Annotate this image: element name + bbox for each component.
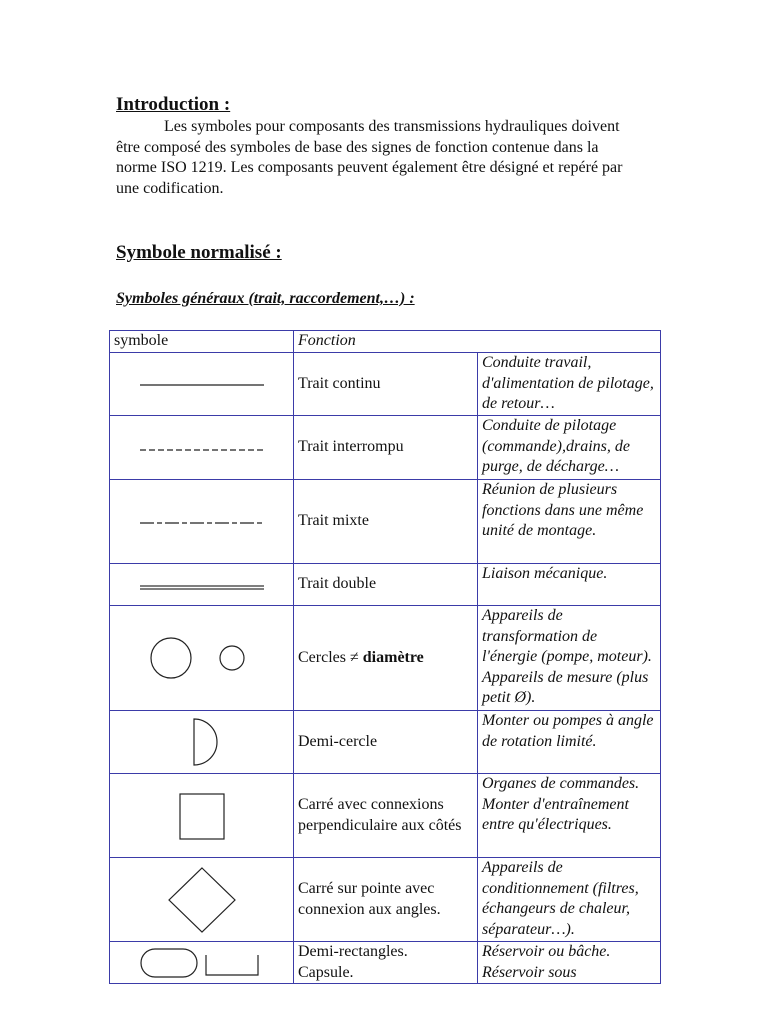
table-header-row: [110, 331, 661, 353]
function-name: Trait continu: [294, 353, 478, 416]
dashed-line-icon: [110, 443, 293, 453]
function-name: [294, 942, 478, 984]
circles-icon: [110, 633, 293, 683]
symbol-cell: [110, 353, 294, 416]
function-description: Réunion de plusieurs fonctions dans une même unité de montage.: [478, 480, 661, 564]
table-row: [110, 480, 661, 564]
function-name-line: Demi-rectangles.: [298, 943, 408, 960]
function-name-prefix: Cercles ≠: [298, 648, 363, 666]
symbol-cell: [110, 942, 294, 984]
table-row: [110, 416, 661, 480]
symbol-cell: [110, 711, 294, 774]
symbol-cell: [110, 480, 294, 564]
symboles-generaux-subheading: Symboles généraux (trait, raccordement,…) :: [116, 290, 415, 307]
symbol-cell: [110, 606, 294, 711]
description-line: Réservoir ou bâche.: [482, 943, 611, 960]
table-row: [110, 942, 661, 984]
table-row: [110, 606, 661, 711]
symbol-cell: [110, 564, 294, 606]
description-line: Organes de commandes.: [482, 775, 640, 792]
function-description: Appareils de conditionnement (filtres, échangeurs de chaleur, séparateur…).: [478, 858, 661, 942]
description-line: Réservoir sous: [482, 963, 577, 981]
symbols-table: [109, 330, 661, 984]
function-name: Trait double: [294, 564, 478, 606]
half-circle-icon: [110, 716, 293, 768]
symbol-cell: [110, 774, 294, 858]
function-name-bold: diamètre: [362, 648, 424, 666]
function-description: Liaison mécanique.: [478, 564, 661, 606]
diamond-icon: [110, 866, 293, 934]
function-name: Carré sur pointe avec connexion aux angles.: [294, 858, 478, 942]
function-description: Monter ou pompes à angle de rotation limité.: [478, 711, 661, 774]
function-name: Demi-cercle: [294, 711, 478, 774]
function-description: [478, 942, 661, 984]
double-line-icon: [110, 578, 293, 592]
description-line: Monter d'entraînement entre qu'électriques.: [482, 795, 629, 833]
square-icon: [110, 791, 293, 841]
introduction-paragraph: [116, 117, 636, 199]
function-description: Conduite travail, d'alimentation de pilotage, de retour…: [478, 353, 661, 416]
table-row: [110, 353, 661, 416]
function-name: Trait interrompu: [294, 416, 478, 480]
symbol-cell: [110, 858, 294, 942]
capsule-and-half-rectangle-icon: [110, 945, 293, 981]
function-name: Trait mixte: [294, 480, 478, 564]
symbol-cell: [110, 416, 294, 480]
introduction-text: Les symboles pour composants des transmissions hydrauliques doivent être composé des symboles de base des signes de fonction contenue dans la norme ISO 1219. Les composants peuvent également être désigné et repéré par une codification.: [116, 118, 623, 197]
function-name-line: Capsule.: [298, 963, 354, 981]
introduction-heading: Introduction :: [116, 94, 231, 115]
table-row: [110, 858, 661, 942]
dash-dot-line-icon: [110, 517, 293, 527]
header-function: Fonction: [294, 331, 661, 353]
table-row: [110, 711, 661, 774]
table-row: [110, 774, 661, 858]
solid-line-icon: [110, 379, 293, 389]
table-row: [110, 564, 661, 606]
function-description: [478, 774, 661, 858]
function-description: Conduite de pilotage (commande),drains, de purge, de décharge…: [478, 416, 661, 480]
function-name: Carré avec connexions perpendiculaire aux côtés: [294, 774, 478, 858]
function-name: [294, 606, 478, 711]
header-symbol: symbole: [110, 331, 294, 353]
function-description: Appareils de transformation de l'énergie (pompe, moteur). Appareils de mesure (plus petit Ø).: [478, 606, 661, 711]
symbole-normalise-heading: Symbole normalisé :: [116, 242, 282, 263]
